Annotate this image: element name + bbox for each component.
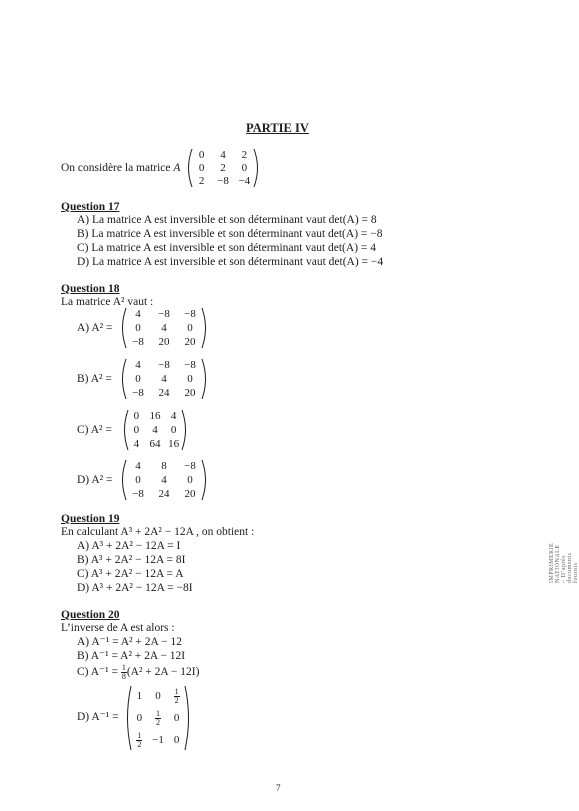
q18-option-a-label: A) A² = [77, 322, 113, 334]
matrix-cell: 0 [187, 474, 193, 486]
q20-option-c [77, 664, 199, 681]
matrix-cell: −8 [184, 359, 196, 371]
matrix-cell: 0 [198, 148, 205, 161]
q20-heading: Question 20 [61, 609, 120, 621]
matrix-cell: 0 [135, 474, 141, 486]
side-imprint: IMPRIMERIE NATIONALE – D’après documents fournis [549, 542, 579, 583]
q18-option-b-label: B) A² = [77, 373, 112, 385]
matrix-cell: 4 [133, 438, 140, 450]
intro-sentence: On considère la matrice [61, 162, 174, 174]
fraction-numerator: 1 [121, 663, 126, 672]
q19-option-d: D) A³ + 2A² − 12A = −8I [77, 582, 193, 594]
matrix-cell: $\frac{1}{2}$ [155, 709, 160, 727]
matrix-cell: 2 [198, 175, 205, 188]
matrix-cell: −8 [132, 488, 144, 500]
matrix-cell: 20 [184, 488, 196, 500]
q18-option-c-matrix [121, 409, 189, 451]
matrix-cell: 4 [220, 148, 226, 161]
fraction-denominator: 8 [121, 672, 126, 681]
matrix-cell: −4 [238, 175, 251, 188]
matrix-cell: 0 [170, 424, 177, 436]
q17-option-a: A) La matrice A est inversible et son déterminant vaut det(A) = 8 [77, 214, 377, 226]
matrix-cell: 2 [241, 148, 248, 161]
q17-option-d: D) La matrice A est inversible et son déterminant vaut det(A) = −4 [77, 256, 384, 268]
matrix-cell: 4 [161, 373, 167, 385]
matrix-cell: 0 [155, 690, 161, 702]
q19-option-a: A) A³ + 2A² − 12A = I [77, 540, 181, 552]
matrix-cell: 4 [152, 424, 158, 436]
q20-option-a: A) A⁻¹ = A² + 2A − 12 [77, 636, 182, 648]
q20-option-b: B) A⁻¹ = A² + 2A − 12I [77, 650, 186, 662]
matrix-cell: −8 [158, 308, 170, 320]
matrix-cell: 0 [135, 373, 141, 385]
q20-option-c-expression: (A² + 2A − 12I) [126, 666, 200, 679]
matrix-cell: −1 [152, 734, 164, 746]
q19-prompt: En calculant A³ + 2A² − 12A , on obtient : [61, 526, 255, 538]
matrix-cell: 16 [168, 438, 180, 450]
q18-option-d-label: D) A² = [77, 474, 113, 486]
matrix-cell: 4 [135, 460, 141, 472]
matrix-cell: 0 [187, 322, 193, 334]
matrix-cell: 20 [158, 336, 170, 348]
matrix-cell: 0 [241, 162, 248, 174]
matrix-cell: −8 [132, 336, 144, 348]
matrix-cell: 4 [135, 308, 141, 320]
q18-option-d-matrix [119, 459, 209, 501]
matrix-cell: −8 [158, 359, 170, 371]
matrix-cell: −8 [184, 308, 196, 320]
q18-heading: Question 18 [61, 283, 120, 295]
q18-option-c-label: C) A² = [77, 424, 112, 436]
q17-option-b: B) La matrice A est inversible et son déterminant vaut det(A) = −8 [77, 228, 383, 240]
section-title: PARTIE IV [246, 121, 309, 135]
matrix-cell: 24 [158, 387, 170, 399]
matrix-cell: $\frac{1}{2}$ [174, 687, 179, 705]
matrix-cell: 20 [184, 387, 196, 399]
q20-prompt: L’inverse de A est alors : [61, 622, 175, 634]
q17-option-c: C) La matrice A est inversible et son déterminant vaut det(A) = 4 [77, 242, 377, 254]
matrix-cell: 16 [149, 410, 161, 422]
intro-variable: A [173, 162, 181, 174]
intro-matrix [185, 148, 261, 188]
matrix-cell: 1 [136, 690, 143, 702]
matrix-cell: 0 [135, 322, 141, 334]
matrix-cell: 8 [161, 460, 167, 472]
matrix-cell: −8 [132, 387, 144, 399]
matrix-cell: 0 [198, 162, 205, 174]
matrix-cell: 0 [136, 712, 143, 724]
q20-option-d-label: D) A⁻¹ = [77, 711, 119, 723]
matrix-cell: 0 [133, 424, 140, 436]
q20-option-d-matrix [124, 685, 192, 751]
matrix-cell: 4 [161, 474, 167, 486]
q18-option-a-matrix [119, 307, 209, 349]
matrix-cell: 0 [173, 734, 180, 746]
q18-prompt: La matrice A² vaut : [61, 296, 154, 308]
q20-option-c-label: C) A⁻¹ = [77, 666, 118, 679]
matrix-cell: 0 [187, 373, 193, 385]
matrix-cell: $\frac{1}{2}$ [137, 731, 142, 749]
matrix-cell: 2 [220, 162, 226, 174]
q17-heading: Question 17 [61, 201, 120, 213]
q19-option-c: C) A³ + 2A² − 12A = A [77, 568, 184, 580]
q19-option-b: B) A³ + 2A² − 12A = 8I [77, 554, 186, 566]
q19-heading: Question 19 [61, 513, 120, 525]
matrix-cell: 64 [149, 438, 161, 450]
q18-option-b-matrix [119, 358, 209, 400]
matrix-cell: 4 [161, 322, 167, 334]
matrix-cell: −8 [184, 460, 196, 472]
matrix-cell: 0 [133, 410, 140, 422]
matrix-cell: 4 [170, 410, 177, 422]
page-number: 7 [276, 783, 281, 793]
matrix-cell: 0 [173, 712, 180, 724]
matrix-cell: 4 [135, 359, 141, 371]
matrix-cell: 20 [184, 336, 196, 348]
matrix-cell: −8 [217, 175, 229, 188]
intro-text [61, 162, 180, 175]
matrix-cell: 24 [158, 488, 170, 500]
